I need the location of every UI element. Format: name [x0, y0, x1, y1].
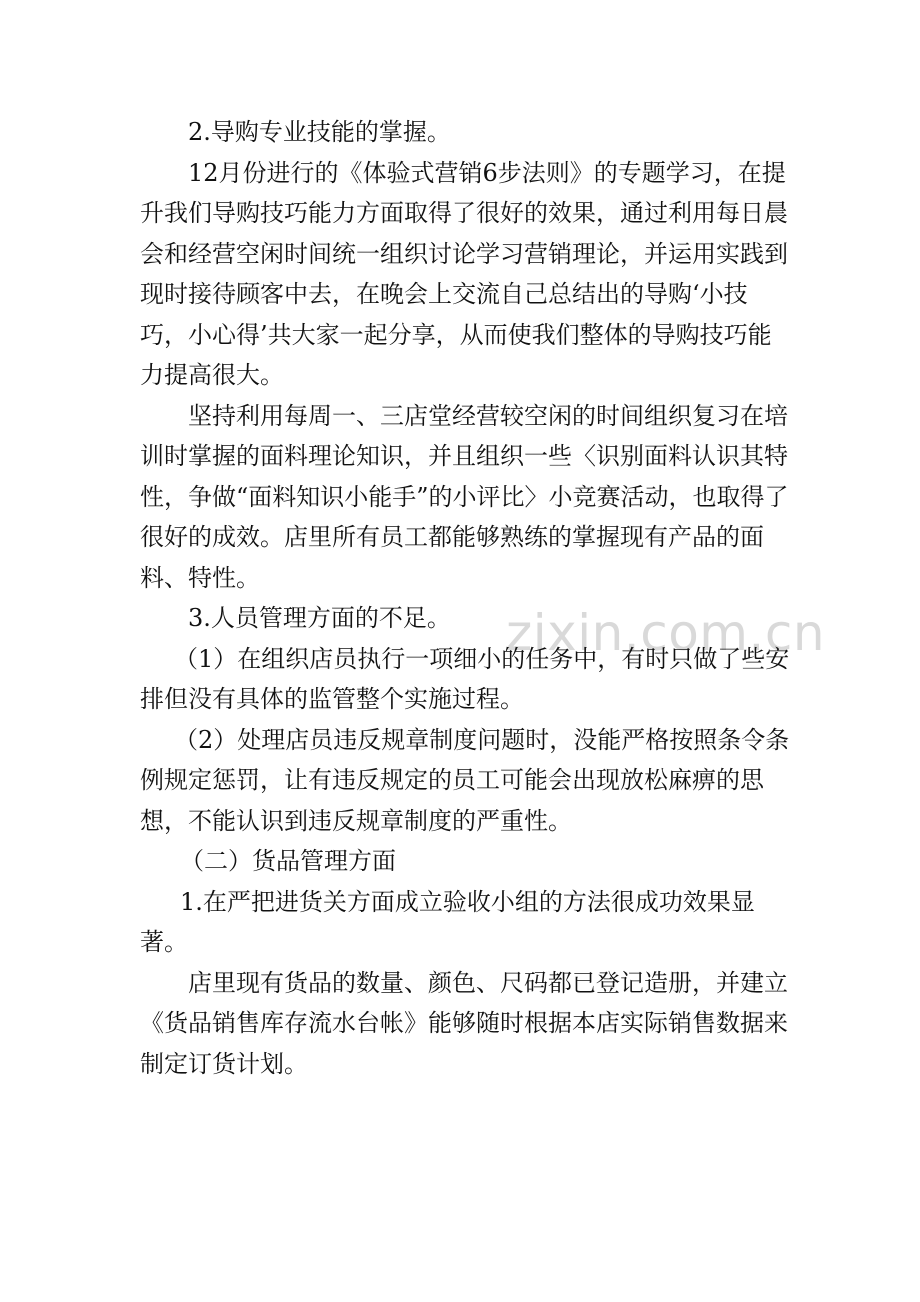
- paragraph-heading-skills: 2.导购专业技能的掌握。: [188, 118, 451, 146]
- paragraph-inventory: 店里现有货品的数量、颜色、尺码都已登记造册，并建立《货品销售库存流水台帐》能够随时根据本店实际销售数据来制定订货计划。: [140, 968, 788, 1078]
- section-heading-goods: （二）货品管理方面: [180, 847, 396, 875]
- paragraph-staff-item-1: （1）在组织店员执行一项细小的任务中，有时只做了些安排但没有具体的监管整个实施过程。: [140, 644, 790, 713]
- document-body: [140, 112, 790, 1084]
- paragraph-training: 12月份进行的《体验式营销6步法则》的专题学习，在提升我们导购技巧能力方面取得了很好的效果，通过利用每日晨会和经营空闲时间统一组织讨论学习营销理论，并运用实践到现时接待顾客中去，在晚会上交流自己总结出的导购‘小技巧，小心得’共大家一起分享，从而使我们整体的导购技巧能力提高很大。: [140, 158, 788, 389]
- watermark: zixin.com.cn: [506, 604, 826, 662]
- paragraph-fabric-knowledge: 坚持利用每周一、三店堂经营较空闲的时间组织复习在培训时掌握的面料理论知识，并且组织一些〈识别面料认识其特性，争做“面料知识小能手”的小评比〉小竞赛活动，也取得了很好的成效。店里所有员工都能够熟练的掌握现有产品的面料、特性。: [140, 401, 789, 592]
- paragraph-heading-staff: 3.人员管理方面的不足。: [188, 604, 451, 632]
- paragraph-heading-receiving: 1.在严把进货关方面成立验收小组的方法很成功效果显著。: [140, 887, 755, 956]
- paragraph-staff-item-2: （2）处理店员违反规章制度问题时，没能严格按照条令条例规定惩罚，让有违反规定的员工可能会出现放松麻痹的思想，不能认识到违反规章制度的严重性。: [140, 725, 790, 835]
